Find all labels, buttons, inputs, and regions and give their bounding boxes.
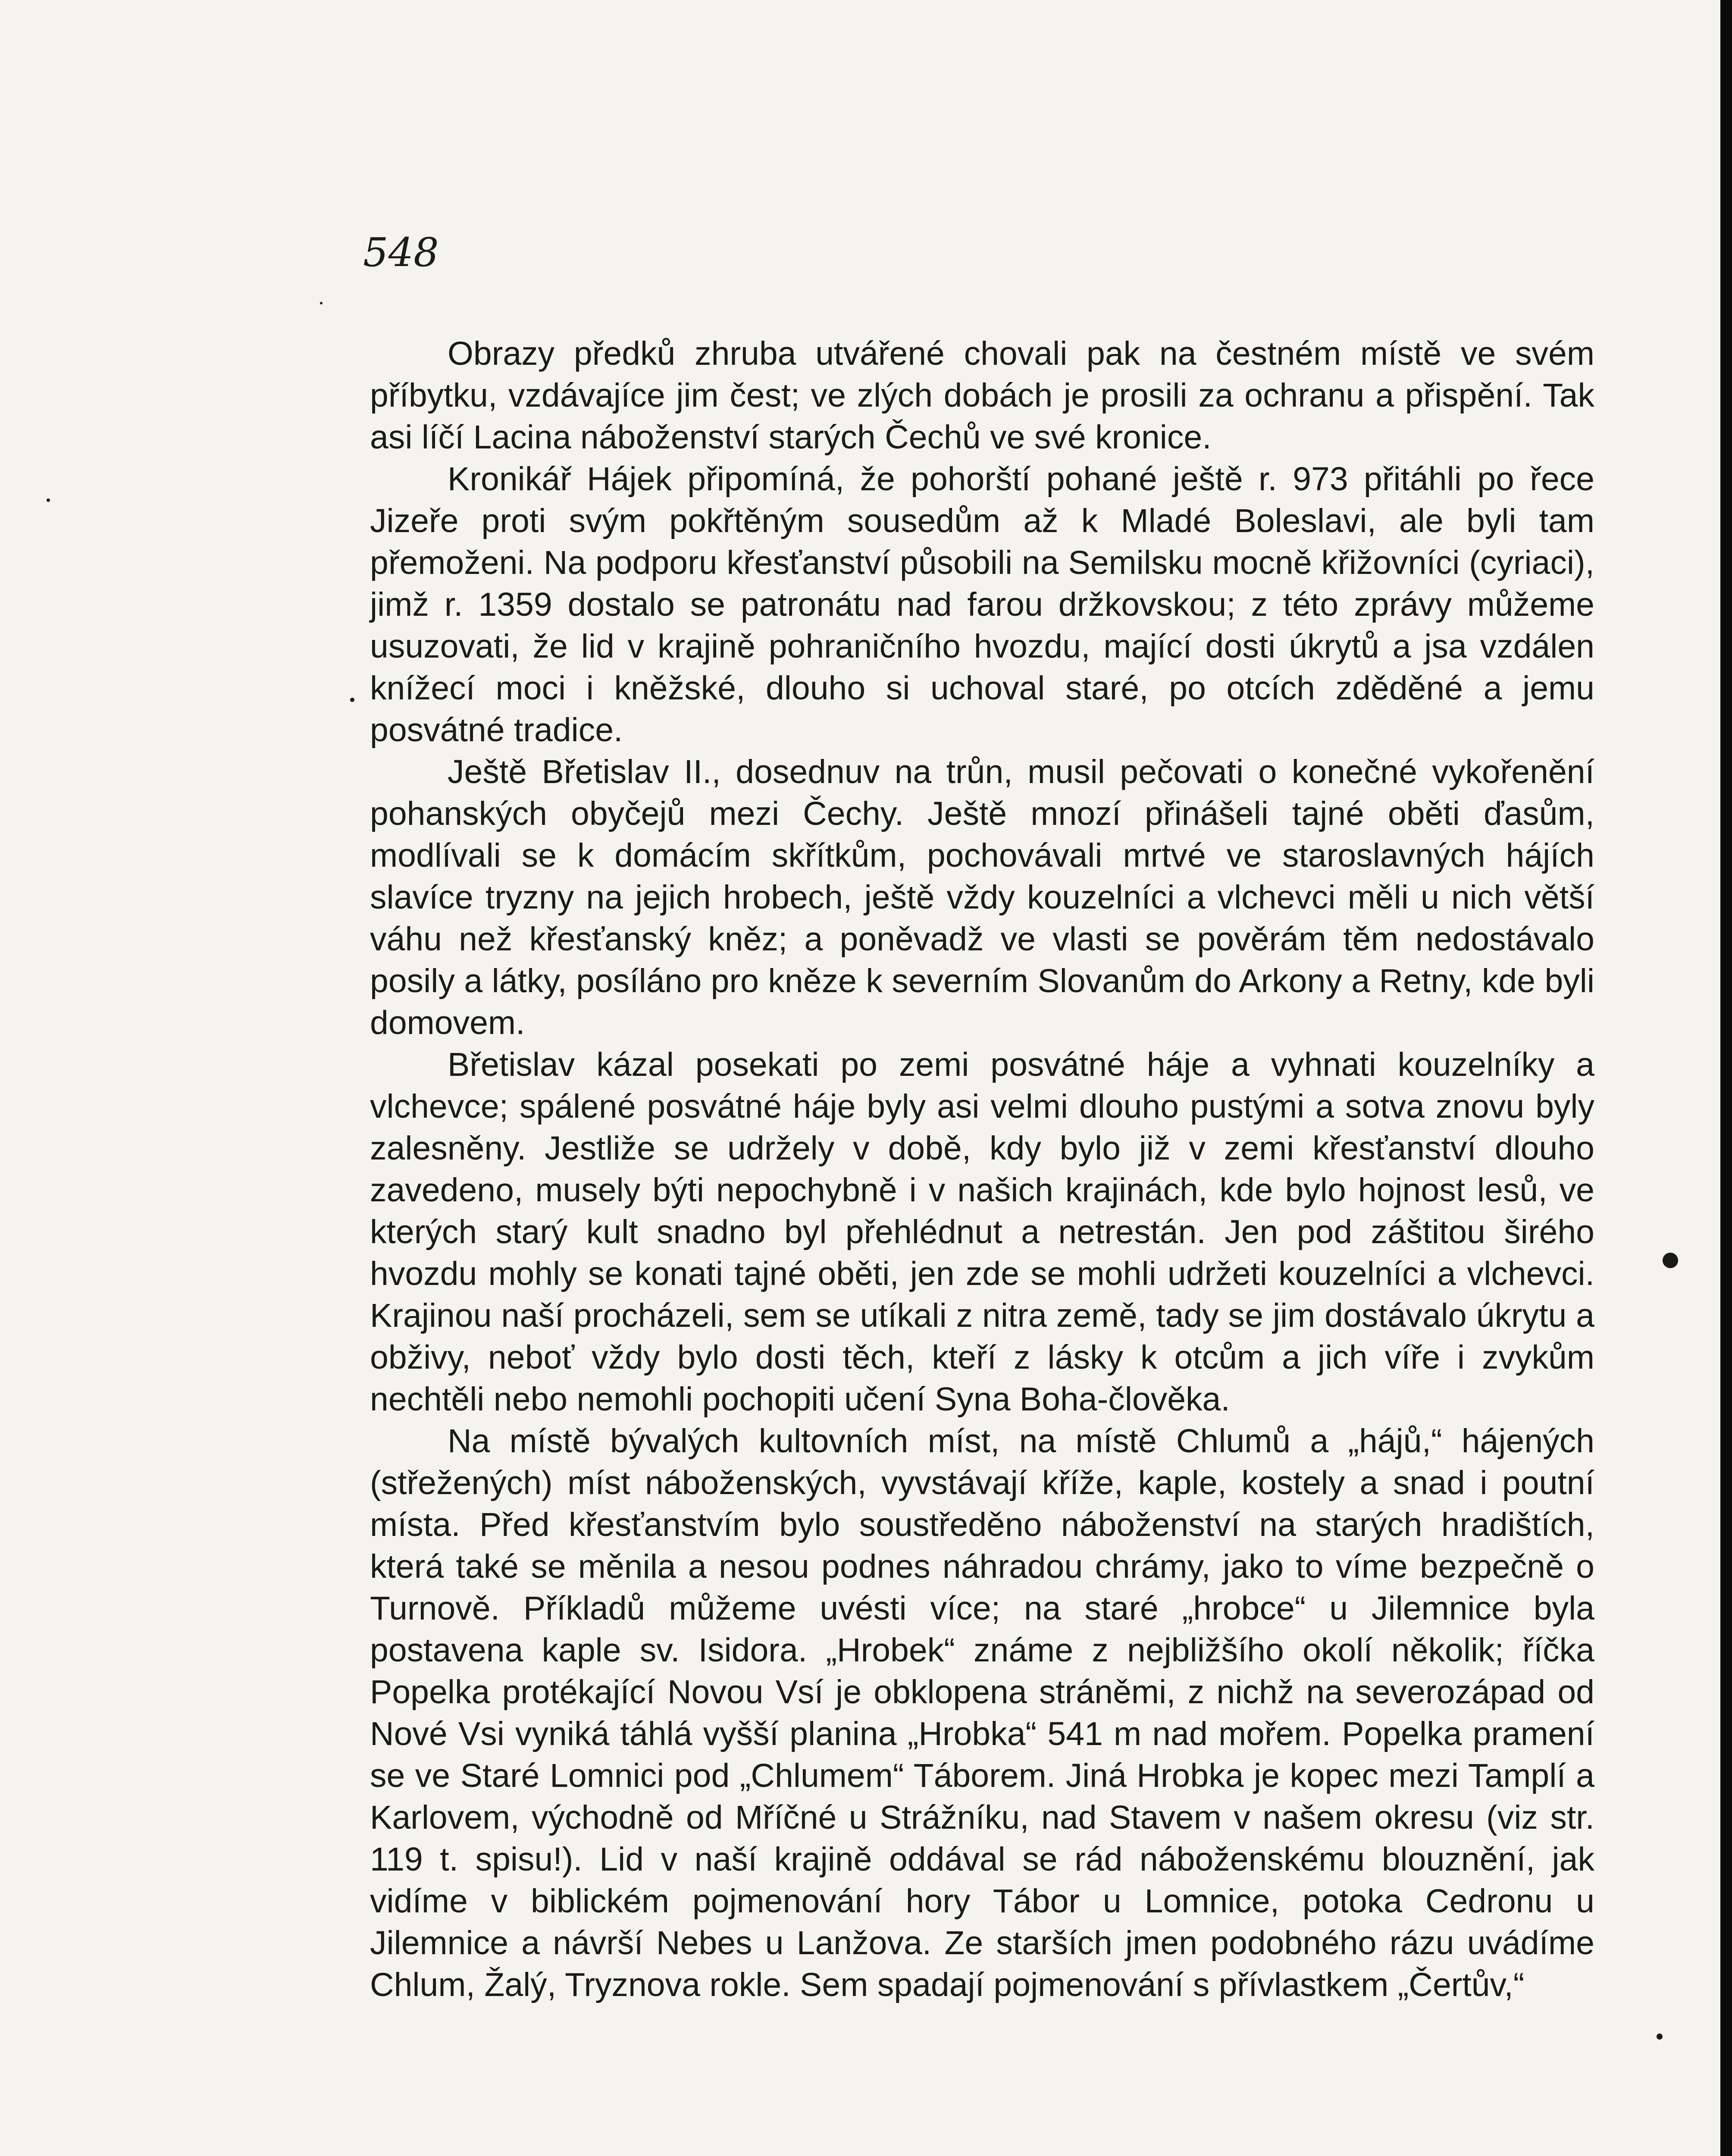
paragraph-5: Na místě bývalých kultovních míst, na místě Chlumů a „hájů,“ hájených (střežených) míst náboženských, vyvstávají kříže, kaple, kostely a snad i poutní místa. Před křesťanstvím bylo soustředěno náboženství na starých hradištích, která také se měnila a nesou podnes náhradou chrámy, jako to víme bezpečně o Turnově. Příkladů můžeme uvésti více; na staré „hrobce“ u Jilemnice byla postavena kaple sv. Isidora. „Hrobek“ známe z nejbližšího okolí několik; říčka Popelka protékající Novou Vsí je obklopena stráněmi, z nichž na severozápad od Nové Vsi vyniká táhlá vyšší planina „Hrobka“ 541 m nad mořem. Popelka pramení se ve Staré Lomnici pod „Chlumem“ Táborem. Jiná Hrobka je kopec mezi Tamplí a Karlovem, východně od Mříčné u Strážníku, nad Stavem v našem okresu (viz str. 119 t. spisu!). Lid v naší krajině oddával se rád náboženskému blouznění, jak vidíme v biblickém pojmenování hory Tábor u Lomnice, potoka Cedronu u Jilemnice a návrší Nebes u Lanžova. Ze starších jmen podobného rázu uvádíme Chlum, Žalý, Tryznova rokle. Sem spadají pojmenování s přívlastkem „Čertův,“ — [370, 1423, 1594, 2003]
body-text — [370, 333, 1594, 2006]
paragraph-1: Obrazy předků zhruba utvářené chovali pak na čestném místě ve svém příbytku, vzdávajíce jim čest; ve zlých dobách je prosili za ochranu a přispění. Tak asi líčí Lacina náboženství starých Čechů ve své kronice. — [370, 335, 1594, 456]
scan-speck — [350, 698, 354, 702]
scan-speck — [47, 498, 50, 502]
paragraph-2: Kronikář Hájek připomíná, že pohorští pohané ještě r. 973 přitáhli po řece Jizeře proti svým pokřtěným sousedům až k Mladé Boleslavi, ale byli tam přemoženi. Na podporu křesťanství působili na Semilsku mocně křižovníci (cyriaci), jimž r. 1359 dostalo se patronátu nad farou držkovskou; z této zprávy můžeme usuzovati, že lid v krajině pohraničního hvozdu, mající dosti úkrytů a jsa vzdálen knížecí moci i kněžské, dlouho si uchoval staré, po otcích zděděné a jemu posvátné tradice. — [370, 461, 1594, 749]
scan-speck — [320, 302, 323, 304]
scan-border — [1720, 0, 1732, 2156]
scan-speck — [1657, 2034, 1663, 2040]
paragraph-3: Ještě Břetislav II., dosednuv na trůn, musil pečovati o konečné vykořenění pohanských obyčejů mezi Čechy. Ještě mnozí přinášeli tajné oběti ďasům, modlívali se k domácím skřítkům, pochovávali mrtvé ve staroslavných hájích slavíce tryzny na jejich hrobech, ještě vždy kouzelníci a vlchevci měli u nich větší váhu než křesťanský kněz; a poněvadž ve vlasti se pověrám těm nedostávalo posily a látky, posíláno pro kněze k severním Slovanům do Arkony a Retny, kde byli domovem. — [370, 753, 1594, 1041]
paragraph-4: Břetislav kázal posekati po zemi posvátné háje a vyhnati kouzelníky a vlchevce; spálené posvátné háje byly asi velmi dlouho pustými a sotva znovu byly zalesněny. Jestliže se udržely v době, kdy bylo již v zemi křesťanství dlouho zavedeno, musely býti nepochybně i v našich krajinách, kde bylo hojnost lesů, ve kterých starý kult snadno byl přehlédnut a netrestán. Jen pod záštitou širého hvozdu mohly se konati tajné oběti, jen zde se mohli udržeti kouzelníci a vlchevci. Krajinou naší procházeli, sem se utíkali z nitra země, tady se jim dostávalo úkrytu a obživy, neboť vždy bylo dosti těch, kteří z lásky k otcům a jich víře i zvykům nechtěli nebo nemohli pochopiti učení Syna Boha-člověka. — [370, 1046, 1594, 1418]
scan-speck — [1663, 1253, 1678, 1268]
page-number: 548 — [363, 229, 439, 276]
